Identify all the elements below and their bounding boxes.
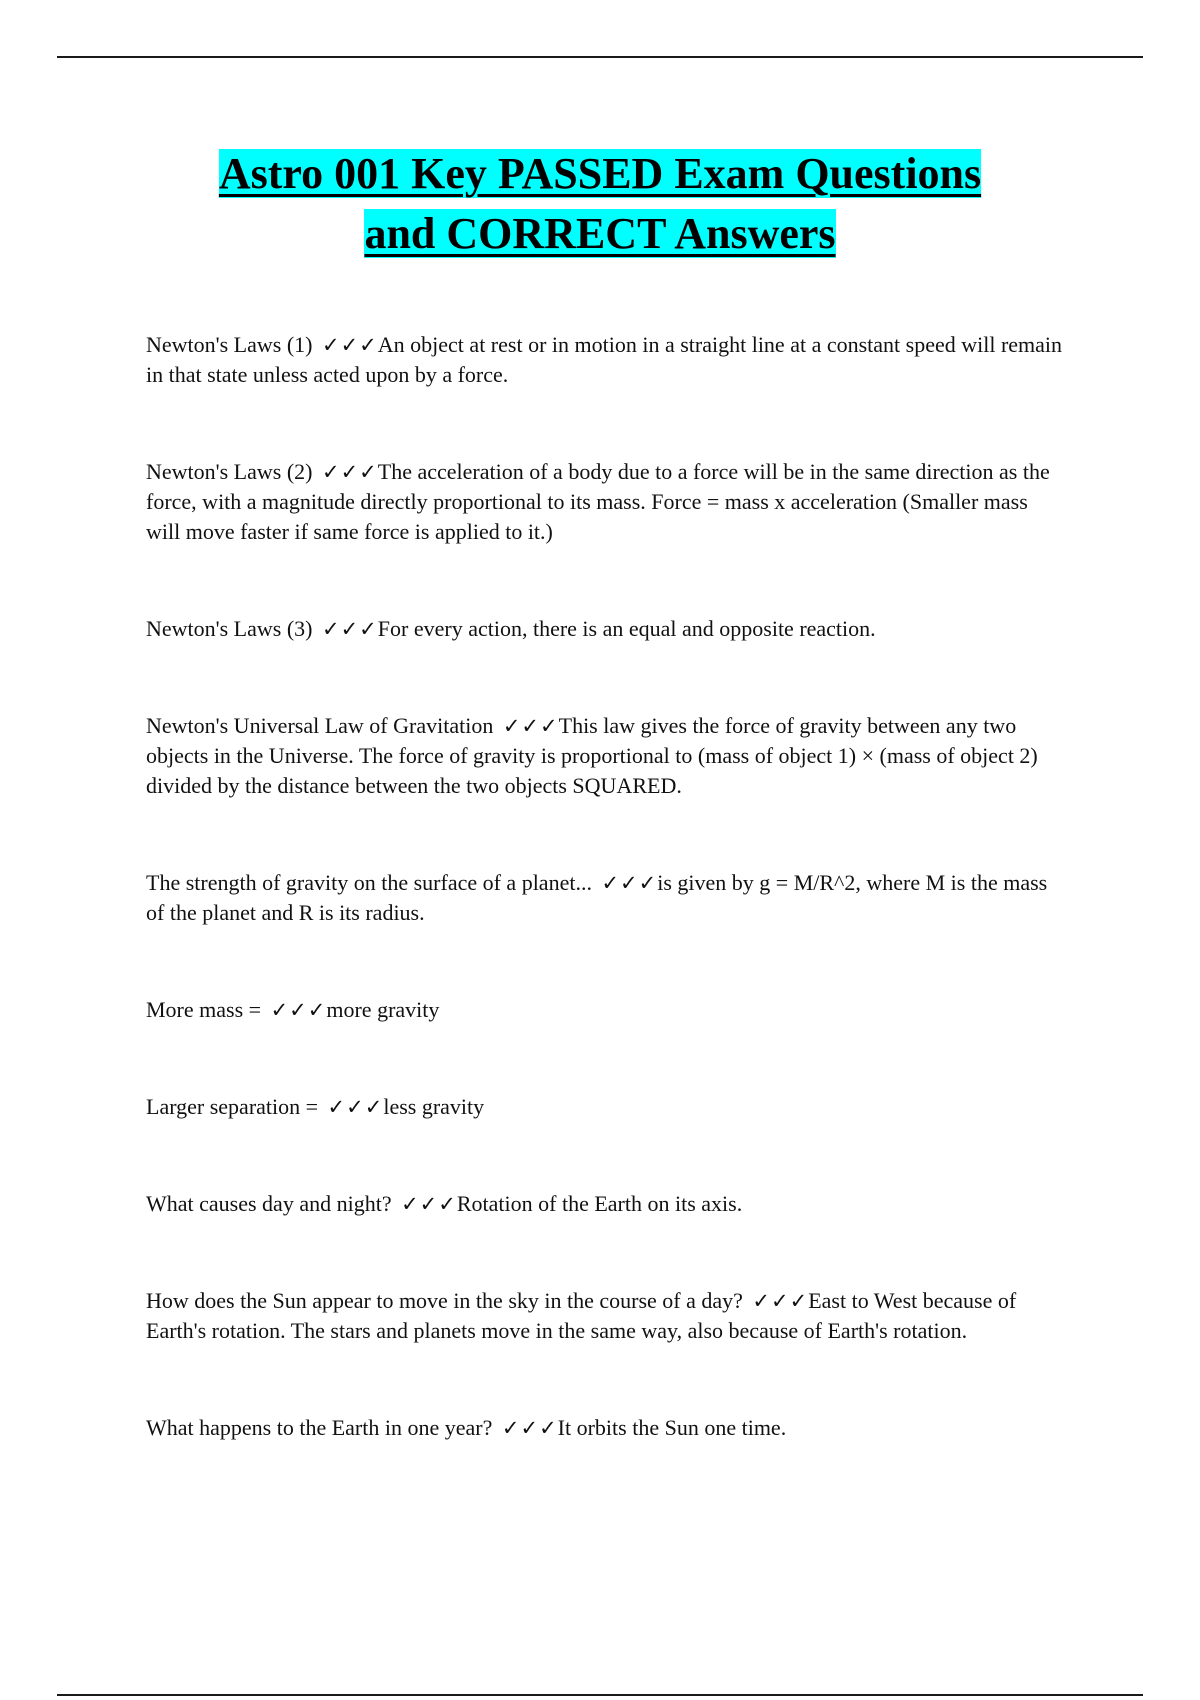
check-marks-icon: ✓✓✓ <box>752 1289 809 1313</box>
qa-answer: East to West because of Earth's rotation. The stars and planets move in the same way, also because of Earth's rotation. <box>146 1288 1017 1343</box>
check-marks-icon: ✓✓✓ <box>601 871 658 895</box>
qa-list <box>146 330 1066 1510</box>
check-marks-icon: ✓✓✓ <box>321 333 378 357</box>
page-title <box>60 144 1140 264</box>
qa-question: How does the Sun appear to move in the sky in the course of a day? <box>146 1288 743 1313</box>
qa-answer: more gravity <box>326 997 440 1022</box>
title-line-2: and CORRECT Answers <box>364 209 836 258</box>
check-marks-icon: ✓✓✓ <box>401 1192 457 1216</box>
check-marks-icon: ✓✓✓ <box>502 714 559 738</box>
qa-answer: is given by g = M/R^2, where M is the mass of the planet and R is its radius. <box>146 870 1048 925</box>
qa-question: What causes day and night? <box>146 1191 392 1216</box>
qa-question: The strength of gravity on the surface of a planet... <box>146 870 592 895</box>
check-marks-icon: ✓✓✓ <box>501 1416 558 1440</box>
qa-item-more-mass <box>146 995 1066 1025</box>
qa-item-newtons-law-1 <box>146 330 1066 390</box>
top-rule <box>57 56 1143 58</box>
qa-item-universal-gravitation <box>146 711 1066 801</box>
qa-question: Newton's Universal Law of Gravitation <box>146 713 494 738</box>
qa-question: Newton's Laws (2) <box>146 459 313 484</box>
qa-item-newtons-law-2 <box>146 457 1066 547</box>
qa-question: Newton's Laws (1) <box>146 332 313 357</box>
qa-question: More mass = <box>146 997 262 1022</box>
check-marks-icon: ✓✓✓ <box>270 998 327 1022</box>
qa-answer: The acceleration of a body due to a force will be in the same direction as the force, with a magnitude directly proportional to its mass. Force = mass x acceleration (Smaller mass will move faster if same force is applied to it.) <box>146 459 1050 544</box>
qa-item-sun-motion <box>146 1286 1066 1346</box>
qa-item-day-and-night <box>146 1189 1066 1219</box>
qa-answer: It orbits the Sun one time. <box>557 1415 787 1440</box>
qa-answer: less gravity <box>383 1094 485 1119</box>
check-marks-icon: ✓✓✓ <box>327 1095 384 1119</box>
check-marks-icon: ✓✓✓ <box>321 460 378 484</box>
qa-item-larger-separation <box>146 1092 1066 1122</box>
qa-answer: An object at rest or in motion in a straight line at a constant speed will remain in that state unless acted upon by a force. <box>146 332 1063 387</box>
bottom-rule <box>57 1694 1143 1696</box>
title-line-1: Astro 001 Key PASSED Exam Questions <box>218 149 982 198</box>
qa-question: Newton's Laws (3) <box>146 616 313 641</box>
check-marks-icon: ✓✓✓ <box>321 617 378 641</box>
qa-answer: For every action, there is an equal and opposite reaction. <box>377 616 876 641</box>
qa-item-newtons-law-3 <box>146 614 1066 644</box>
qa-item-earth-one-year <box>146 1413 1066 1443</box>
qa-answer: This law gives the force of gravity between any two objects in the Universe. The force of gravity is proportional to (mass of object 1) × (mass of object 2) divided by the distance between the two objects SQUARED. <box>146 713 1038 798</box>
qa-answer: Rotation of the Earth on its axis. <box>456 1191 743 1216</box>
qa-question: Larger separation = <box>146 1094 319 1119</box>
qa-question: What happens to the Earth in one year? <box>146 1415 493 1440</box>
qa-item-surface-gravity <box>146 868 1066 928</box>
